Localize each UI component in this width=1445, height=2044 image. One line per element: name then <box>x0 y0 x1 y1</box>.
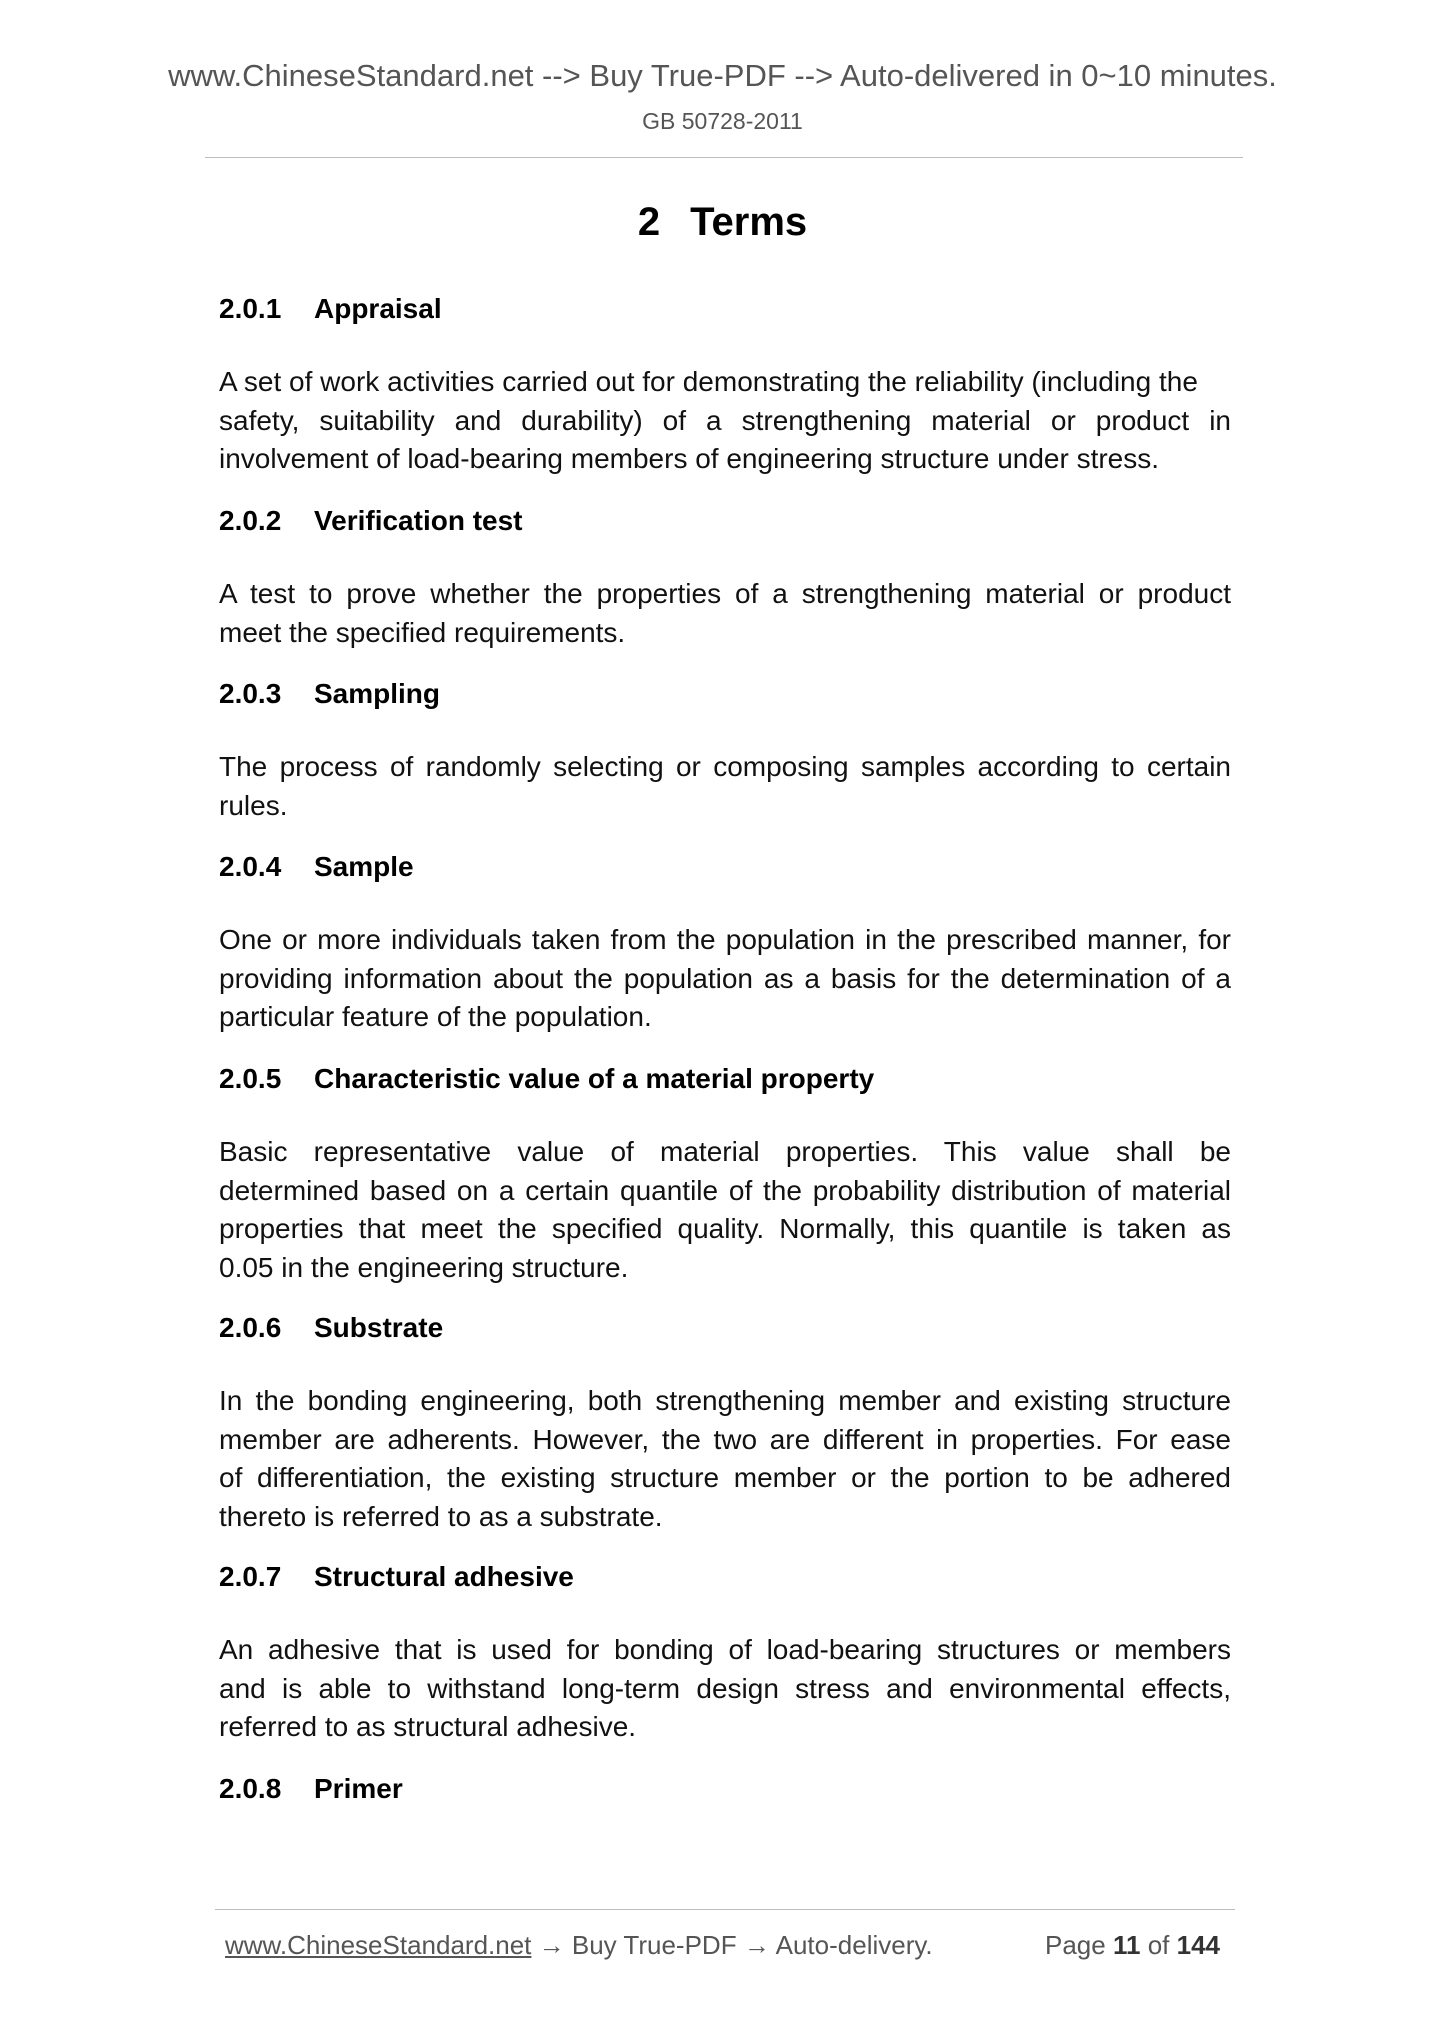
page-of: of <box>1147 1930 1170 1960</box>
term-definition <box>219 748 1231 825</box>
text-line: rules. <box>219 789 288 821</box>
term-number: 2.0.7 <box>219 1561 282 1592</box>
text-line: of differentiation, the existing structure member or the portion to be adhered <box>219 1462 1231 1493</box>
chapter-title <box>0 200 1445 245</box>
text-line: and is able to withstand long-term design stress and environmental effects, <box>219 1672 1231 1704</box>
text-line: particular feature of the population. <box>219 1001 652 1032</box>
text-line: properties that meet the specified quality. Normally, this quantile is taken as <box>219 1213 1231 1244</box>
arrow-icon: → <box>538 1930 565 1960</box>
term-heading <box>219 1063 874 1095</box>
header-divider <box>205 157 1243 158</box>
text-line: thereto is referred to as a substrate. <box>219 1500 663 1532</box>
term-heading <box>219 851 414 883</box>
text-line: 0.05 in the engineering structure. <box>219 1251 629 1283</box>
chapter-name: Terms <box>690 200 808 244</box>
term-definition <box>219 921 1231 1037</box>
term-number: 2.0.1 <box>219 293 282 324</box>
footer-links <box>225 1930 933 1961</box>
page-label: Page <box>1045 1930 1106 1960</box>
term-heading <box>219 678 440 710</box>
term-definition <box>219 575 1231 652</box>
term-title: Sample <box>314 851 414 882</box>
footer-divider <box>215 1909 1235 1910</box>
site-link[interactable]: www.ChineseStandard.net <box>225 1930 532 1960</box>
term-number: 2.0.6 <box>219 1312 282 1343</box>
text-line: In the bonding engineering, both strengthening member and existing structure <box>219 1385 1231 1416</box>
term-heading <box>219 505 523 537</box>
text-line: meet the specified requirements. <box>219 616 626 648</box>
chapter-number: 2 <box>637 200 661 244</box>
term-title: Characteristic value of a material property <box>314 1063 875 1094</box>
text-line: safety, suitability and durability) of a strengthening material or product in <box>219 404 1231 436</box>
text-line: A test to prove whether the properties of a strengthening material or product <box>219 578 1231 609</box>
term-definition <box>219 1382 1231 1536</box>
text-line: determined based on a certain quantile of the probability distribution of material <box>219 1174 1231 1206</box>
term-definition <box>219 1631 1231 1747</box>
term-definition <box>219 363 1231 479</box>
term-definition <box>219 1133 1231 1287</box>
text-line: One or more individuals taken from the population in the prescribed manner, for <box>219 924 1231 955</box>
buy-pdf-link[interactable]: Buy True-PDF <box>571 1930 737 1960</box>
term-title: Verification test <box>314 505 523 536</box>
page-total: 144 <box>1176 1930 1221 1960</box>
term-number: 2.0.5 <box>219 1063 282 1094</box>
page-current: 11 <box>1112 1930 1141 1960</box>
term-number: 2.0.3 <box>219 678 282 709</box>
header-banner: www.ChineseStandard.net --> Buy True-PDF --> Auto-delivered in 0~10 minutes. <box>168 58 1277 93</box>
text-line: referred to as structural adhesive. <box>219 1711 637 1742</box>
text-line: A set of work activities carried out for demonstrating the reliability (including the <box>219 366 1198 397</box>
document-code: GB 50728-2011 <box>642 108 803 134</box>
term-heading <box>219 1312 443 1344</box>
auto-delivery-text: Auto-delivery. <box>775 1930 933 1960</box>
text-line: involvement of load-bearing members of engineering structure under stress. <box>219 443 1160 474</box>
term-title: Substrate <box>314 1312 444 1343</box>
term-title: Structural adhesive <box>314 1561 574 1592</box>
term-number: 2.0.2 <box>219 505 282 536</box>
text-line: member are adherents. However, the two are different in properties. For ease <box>219 1423 1231 1455</box>
term-number: 2.0.8 <box>219 1773 282 1804</box>
term-heading <box>219 293 442 325</box>
page-indicator <box>1045 1930 1220 1961</box>
text-line: The process of randomly selecting or composing samples according to certain <box>219 751 1231 782</box>
term-title: Appraisal <box>314 293 442 324</box>
text-line: providing information about the population as a basis for the determination of a <box>219 962 1231 994</box>
text-line: Basic representative value of material properties. This value shall be <box>219 1136 1231 1167</box>
term-title: Primer <box>314 1773 403 1804</box>
term-title: Sampling <box>314 678 441 709</box>
term-heading <box>219 1773 403 1805</box>
term-number: 2.0.4 <box>219 851 282 882</box>
term-heading <box>219 1561 574 1593</box>
text-line: An adhesive that is used for bonding of load-bearing structures or members <box>219 1634 1231 1665</box>
arrow-icon: → <box>743 1930 770 1960</box>
